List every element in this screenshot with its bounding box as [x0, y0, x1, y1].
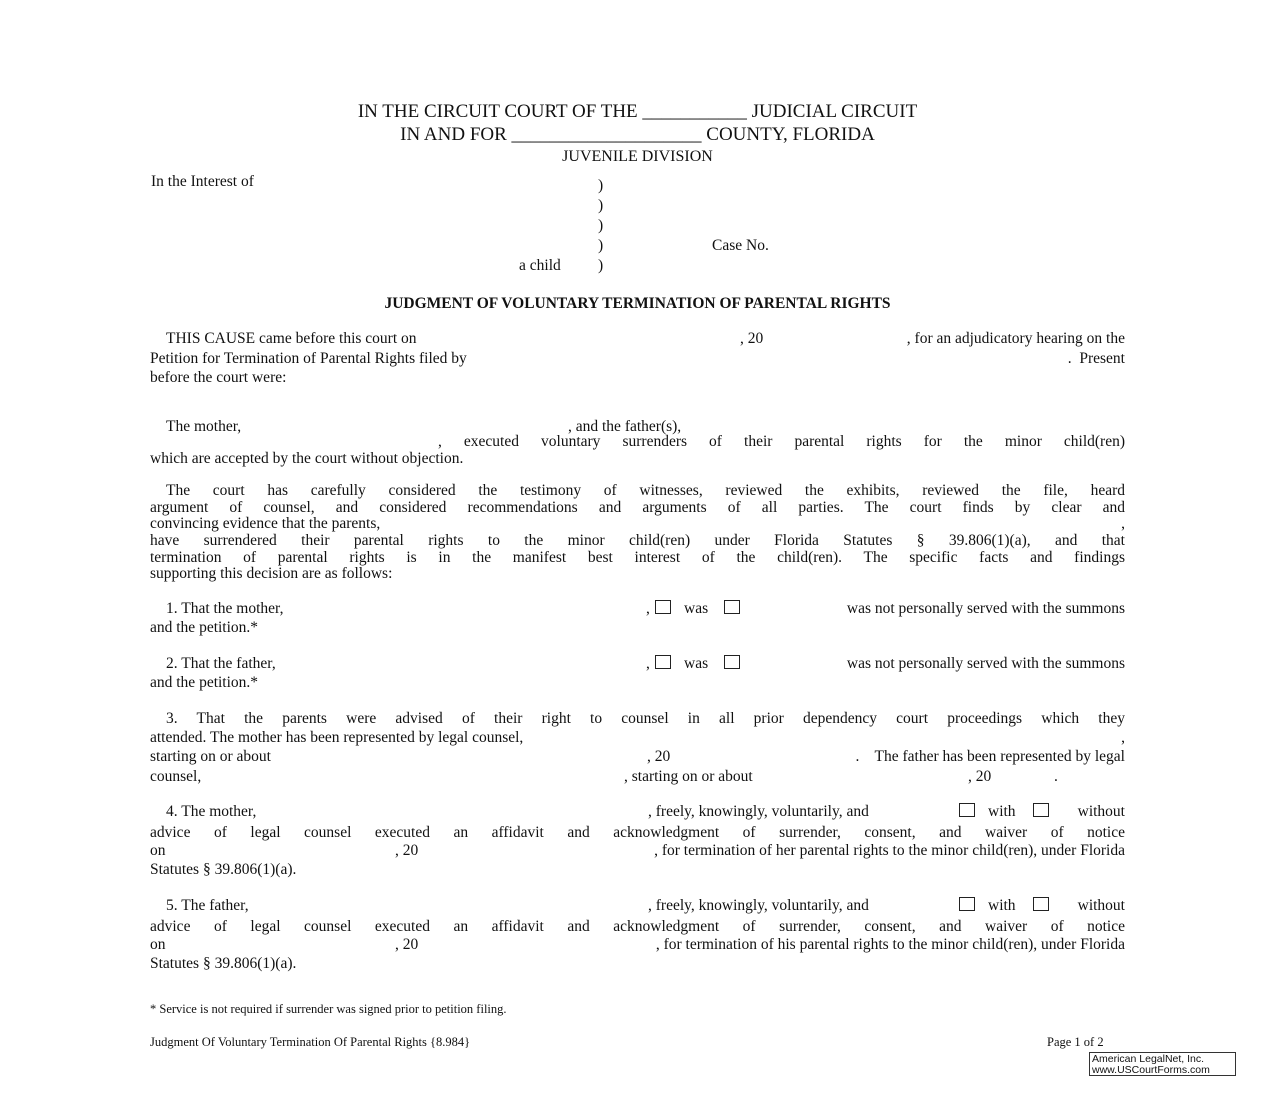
item-3-line-3 — [150, 748, 1125, 768]
stamp-line-2: www.USCourtForms.com — [1092, 1064, 1210, 1076]
publisher-stamp — [1089, 1052, 1236, 1076]
caption-paren: ) — [598, 177, 604, 194]
court-heading-line2: IN AND FOR ____________________ COUNTY, FLORIDA — [400, 124, 875, 145]
item-text: Statutes § 39.806(1)(a). — [150, 861, 297, 878]
findings-text: argument of counsel, and considered recommendations and arguments of all parties. The court finds by clear and — [150, 498, 1125, 516]
item-3-line-4 — [150, 768, 1125, 788]
item-text: and the petition.* — [150, 619, 259, 636]
item-text: 4. The mother, — [166, 803, 257, 820]
findings-paragraph — [150, 483, 1125, 583]
document-title: JUDGMENT OF VOLUNTARY TERMINATION OF PARENTAL RIGHTS — [384, 295, 891, 312]
year-prefix: , 20 — [740, 330, 764, 347]
without-label: without — [1077, 897, 1125, 914]
item-5-line-1 — [150, 897, 1125, 917]
item-5-line-3 — [150, 936, 1125, 956]
item-text: 2. That the father, — [166, 655, 276, 672]
without-counsel-checkbox[interactable] — [1033, 803, 1049, 817]
item-text: , 20 — [395, 936, 419, 953]
item-text: on — [150, 842, 166, 859]
item-text: , — [646, 655, 650, 672]
item-5-line-2 — [150, 917, 1125, 937]
item-2-line-2 — [150, 674, 1125, 694]
findings-line-3 — [150, 516, 1125, 533]
division-heading: JUVENILE DIVISION — [562, 148, 713, 165]
in-the-interest-of-label: In the Interest of — [151, 173, 254, 190]
caption-paren: ) — [598, 197, 604, 214]
intro-line-1 — [150, 330, 1125, 350]
was-not-label: was not personally served with the summons — [846, 655, 1125, 672]
intro-text: before the court were: — [150, 369, 287, 386]
item-5-line-4 — [150, 955, 1125, 975]
surrender-text: The mother, — [166, 418, 242, 435]
item-text: , freely, knowingly, voluntarily, and — [648, 897, 869, 914]
was-not-served-checkbox[interactable] — [724, 655, 740, 669]
item-text: 3. That the parents were advised of their right to counsel in all prior dependency court proceedings which they — [166, 710, 1125, 727]
intro-line-2 — [150, 350, 1125, 370]
item-text: advice of legal counsel executed an affidavit and acknowledgment of surrender, consent, and waiver of notice — [150, 918, 1125, 935]
findings-text: supporting this decision are as follows: — [150, 565, 393, 582]
intro-text: Petition for Termination of Parental Rights filed by — [150, 350, 467, 367]
stamp-line-1: American LegalNet, Inc. — [1092, 1053, 1205, 1065]
with-counsel-checkbox[interactable] — [959, 897, 975, 911]
item-text: , 20 — [395, 842, 419, 859]
findings-text: convincing evidence that the parents, — [150, 515, 381, 532]
with-label: with — [988, 803, 1016, 820]
without-label: without — [1077, 803, 1125, 820]
item-4-line-3 — [150, 842, 1125, 862]
intro-text: , for an adjudicatory hearing on the — [906, 330, 1125, 347]
item-text: , — [1121, 729, 1125, 746]
item-text: attended. The mother has been represented by legal counsel, — [150, 729, 524, 746]
item-text: , 20 — [968, 768, 992, 785]
was-served-checkbox[interactable] — [655, 655, 671, 669]
findings-text: The court has carefully considered the testimony of witnesses, reviewed the exhibits, reviewed the file, heard — [166, 482, 1125, 499]
caption-paren: ) — [598, 257, 604, 274]
item-2-line-1 — [150, 655, 1125, 675]
item-text: and the petition.* — [150, 674, 259, 691]
item-text: , — [646, 600, 650, 617]
intro-text: . Present — [1067, 350, 1125, 367]
item-text: advice of legal counsel executed an affidavit and acknowledgment of surrender, consent, and waiver of notice — [150, 824, 1125, 841]
was-served-checkbox[interactable] — [655, 600, 671, 614]
item-text: counsel, — [150, 768, 202, 785]
caption-paren: ) — [598, 237, 604, 254]
form-name-footer: Judgment Of Voluntary Termination Of Parental Rights {8.984} — [150, 1035, 471, 1049]
item-text: , 20 — [647, 748, 671, 765]
was-not-served-checkbox[interactable] — [724, 600, 740, 614]
with-counsel-checkbox[interactable] — [959, 803, 975, 817]
item-4-line-1 — [150, 803, 1125, 823]
page-number: Page 1 of 2 — [1047, 1035, 1104, 1049]
item-text: , for termination of her parental rights to the minor child(ren), under Florida — [654, 842, 1125, 859]
was-label: was — [684, 655, 709, 672]
item-1-line-2 — [150, 619, 1125, 639]
surrender-text: , executed voluntary surrenders of their parental rights for the minor child(ren) — [438, 433, 1125, 450]
item-text: on — [150, 936, 166, 953]
footnote: * Service is not required if surrender was signed prior to petition filing. — [150, 1002, 507, 1016]
findings-text: termination of parental rights is in the manifest best interest of the child(ren). The specific facts and findings — [150, 548, 1125, 566]
item-text: 1. That the mother, — [166, 600, 284, 617]
surrender-line-2 — [150, 434, 1125, 467]
item-text: . The father has been represented by legal — [855, 748, 1125, 765]
court-heading-line1: IN THE CIRCUIT COURT OF THE ___________ JUDICIAL CIRCUIT — [357, 101, 918, 122]
with-label: with — [988, 897, 1016, 914]
surrender-text: which are accepted by the court without objection. — [150, 449, 464, 467]
item-text: 5. The father, — [166, 897, 249, 914]
item-text: , for termination of his parental rights to the minor child(ren), under Florida — [655, 936, 1125, 953]
item-3-line-2 — [150, 729, 1125, 749]
findings-text: have surrendered their parental rights to the minor child(ren) under Florida Statutes § 39.806(1)(a), and that — [150, 532, 1125, 549]
findings-text: , — [1121, 515, 1125, 532]
surrender-text: , and the father(s), — [568, 418, 682, 435]
intro-line-3 — [150, 369, 1125, 389]
item-4-line-2 — [150, 823, 1125, 843]
intro-text: THIS CAUSE came before this court on — [166, 330, 417, 347]
a-child-label: a child — [519, 257, 561, 274]
item-text: , freely, knowingly, voluntarily, and — [648, 803, 869, 820]
item-3-line-1 — [150, 709, 1125, 729]
item-text: , starting on or about — [624, 768, 753, 785]
item-text: . — [1054, 768, 1058, 785]
caption-paren: ) — [598, 217, 604, 234]
case-number-label: Case No. — [712, 237, 769, 254]
item-text: starting on or about — [150, 748, 271, 765]
item-text: Statutes § 39.806(1)(a). — [150, 955, 297, 972]
item-1-line-1 — [150, 600, 1125, 620]
was-not-label: was not personally served with the summons — [846, 600, 1125, 617]
was-label: was — [684, 600, 709, 617]
without-counsel-checkbox[interactable] — [1033, 897, 1049, 911]
item-4-line-4 — [150, 861, 1125, 881]
